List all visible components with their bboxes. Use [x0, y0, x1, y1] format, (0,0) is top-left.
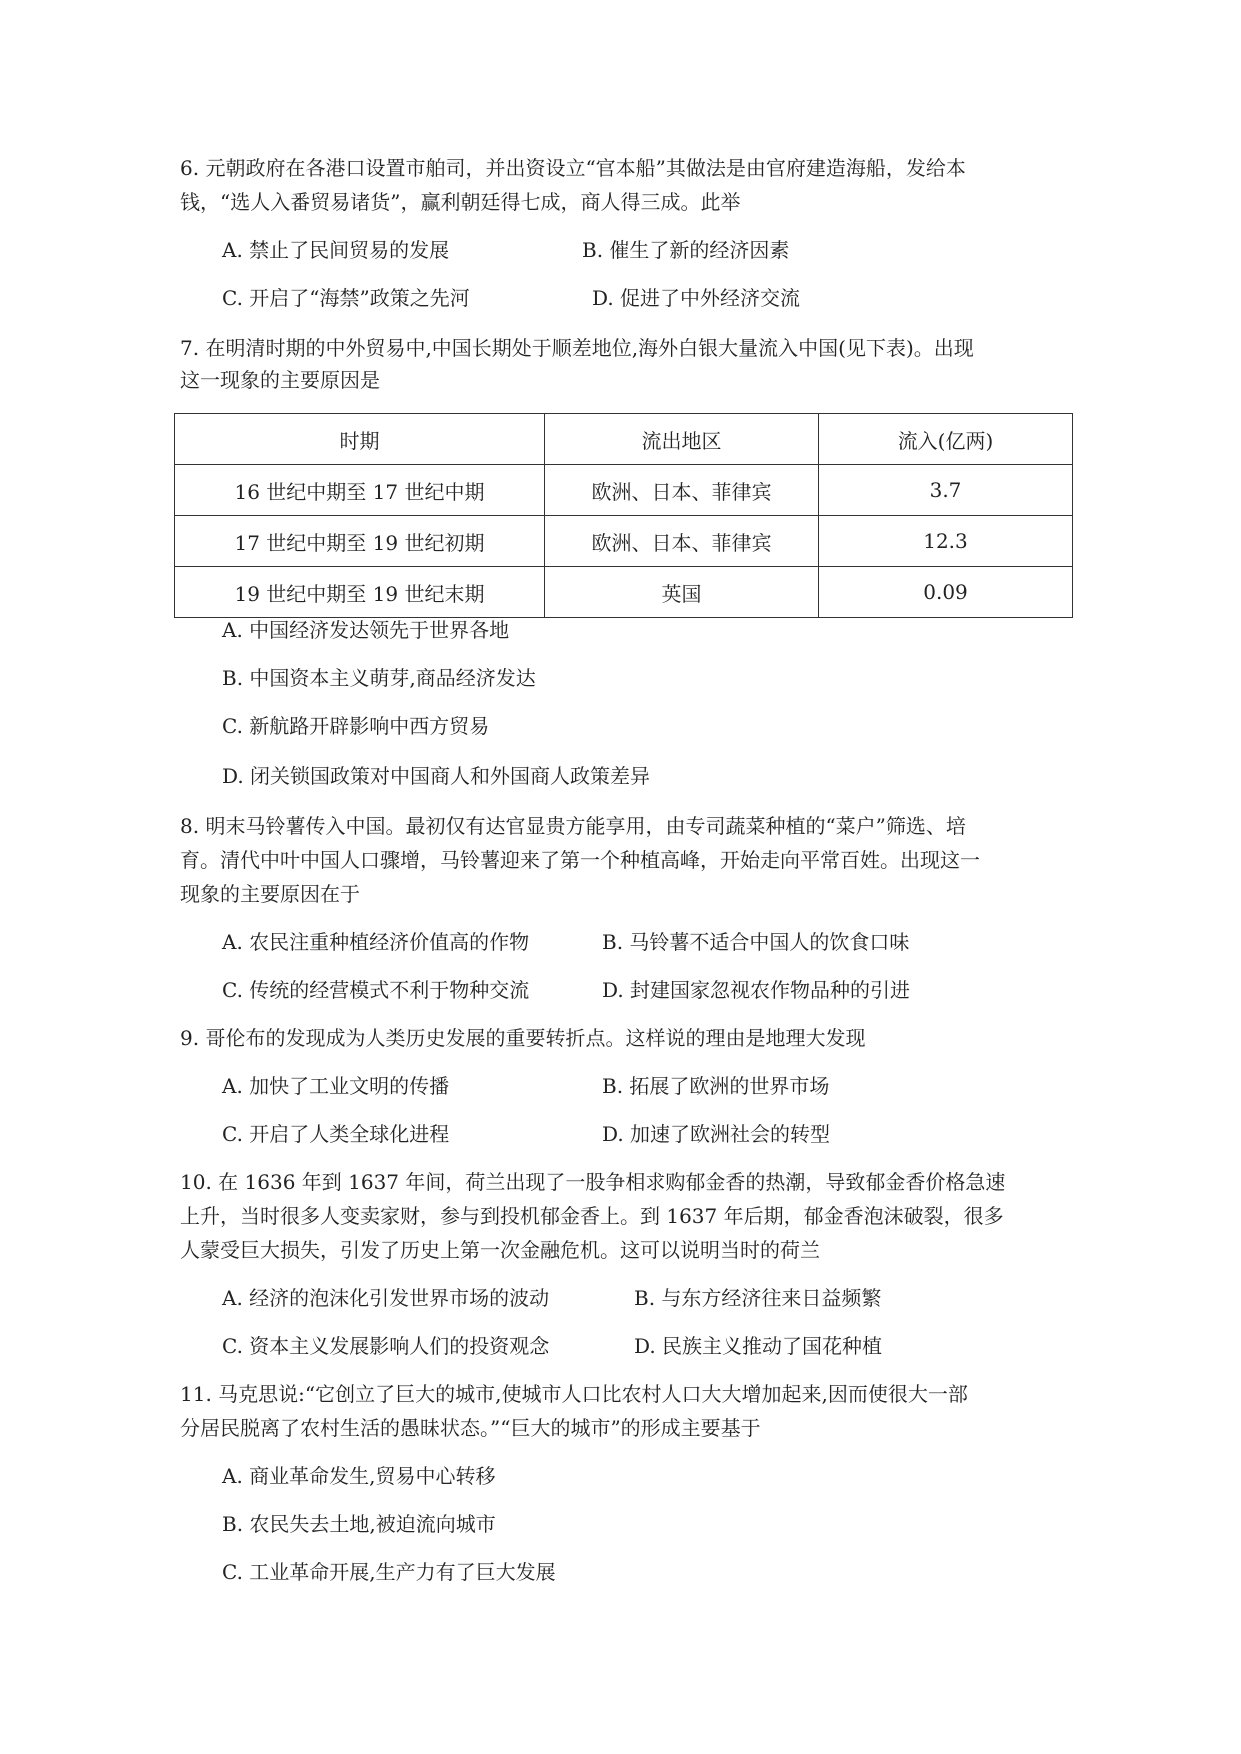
table-row [175, 465, 1073, 516]
table-header-cell: 流出地区 [545, 414, 819, 465]
q10-stem-line-2: 上升，当时很多人变卖家财，参与到投机郁金香上。到 1637 年后期，郁金香泡沫破裂，很多 [180, 1204, 1004, 1228]
q11-option-b: B. 农民失去土地,被迫流向城市 [222, 1512, 496, 1536]
q10-option-b: B. 与东方经济往来日益频繁 [634, 1286, 882, 1310]
table-row [175, 567, 1073, 618]
q11-stem-line-2: 分居民脱离了农村生活的愚昧状态。”“巨大的城市”的形成主要基于 [180, 1416, 761, 1440]
q11-option-c: C. 工业革命开展,生产力有了巨大发展 [222, 1560, 556, 1584]
table-cell: 12.3 [819, 516, 1073, 567]
q8-option-b: B. 马铃薯不适合中国人的饮食口味 [602, 930, 910, 954]
q10-option-c: C. 资本主义发展影响人们的投资观念 [222, 1334, 550, 1358]
q8-stem-line-1: 8. 明末马铃薯传入中国。最初仅有达官显贵方能享用，由专司蔬菜种植的“菜户”筛选、培 [180, 814, 966, 838]
table-cell: 欧洲、日本、菲律宾 [545, 516, 819, 567]
q7-option-c: C. 新航路开辟影响中西方贸易 [222, 714, 490, 738]
q7-option-d: D. 闭关锁国政策对中国商人和外国商人政策差异 [222, 764, 651, 788]
q8-option-d: D. 封建国家忽视农作物品种的引进 [602, 978, 911, 1002]
q8-option-a: A. 农民注重种植经济价值高的作物 [222, 930, 530, 954]
q10-stem-line-1: 10. 在 1636 年到 1637 年间，荷兰出现了一股争相求购郁金香的热潮，导致郁金香价格急速 [180, 1170, 1006, 1194]
q6-option-a: A. 禁止了民间贸易的发展 [222, 238, 450, 262]
table-cell: 17 世纪中期至 19 世纪初期 [175, 516, 545, 567]
q8-stem-line-2: 育。清代中叶中国人口骤增，马铃薯迎来了第一个种植高峰，开始走向平常百姓。出现这一 [180, 848, 980, 872]
table-cell: 16 世纪中期至 17 世纪中期 [175, 465, 545, 516]
q6-option-b: B. 催生了新的经济因素 [582, 238, 790, 262]
q9-option-c: C. 开启了人类全球化进程 [222, 1122, 450, 1146]
table-cell: 3.7 [819, 465, 1073, 516]
q9-option-d: D. 加速了欧洲社会的转型 [602, 1122, 831, 1146]
table-header-cell: 流入(亿两) [819, 414, 1073, 465]
q6-option-c: C. 开启了“海禁”政策之先河 [222, 286, 470, 310]
q10-option-d: D. 民族主义推动了国花种植 [634, 1334, 883, 1358]
q9-option-a: A. 加快了工业文明的传播 [222, 1074, 450, 1098]
q9-stem-line-1: 9. 哥伦布的发现成为人类历史发展的重要转折点。这样说的理由是地理大发现 [180, 1026, 866, 1050]
table-cell: 欧洲、日本、菲律宾 [545, 465, 819, 516]
q8-stem-line-3: 现象的主要原因在于 [180, 882, 360, 906]
table-row [175, 516, 1073, 567]
q7-option-a: A. 中国经济发达领先于世界各地 [222, 618, 510, 642]
q6-option-d: D. 促进了中外经济交流 [592, 286, 801, 310]
q7-stem-line-1: 7. 在明清时期的中外贸易中,中国长期处于顺差地位,海外白银大量流入中国(见下表)。出现 [180, 336, 974, 360]
table-cell: 19 世纪中期至 19 世纪末期 [175, 567, 545, 618]
q10-option-a: A. 经济的泡沫化引发世界市场的波动 [222, 1286, 550, 1310]
q6-stem-line-1: 6. 元朝政府在各港口设置市舶司，并出资设立“官本船”其做法是由官府建造海船，发给本 [180, 156, 966, 180]
q11-stem-line-1: 11. 马克思说:“它创立了巨大的城市,使城市人口比农村人口大大增加起来,因而使很大一部 [180, 1382, 968, 1406]
table-cell: 0.09 [819, 567, 1073, 618]
table-header-row [175, 414, 1073, 465]
q7-stem-line-2: 这一现象的主要原因是 [180, 368, 380, 392]
table-cell: 英国 [545, 567, 819, 618]
q7-option-b: B. 中国资本主义萌芽,商品经济发达 [222, 666, 536, 690]
table-header-cell: 时期 [175, 414, 545, 465]
q11-option-a: A. 商业革命发生,贸易中心转移 [222, 1464, 496, 1488]
q8-option-c: C. 传统的经营模式不利于物种交流 [222, 978, 530, 1002]
q6-stem-line-2: 钱，“选人入番贸易诸货”，赢利朝廷得七成，商人得三成。此举 [180, 190, 741, 214]
silver-inflow-table [174, 413, 1073, 618]
q10-stem-line-3: 人蒙受巨大损失，引发了历史上第一次金融危机。这可以说明当时的荷兰 [180, 1238, 820, 1262]
q9-option-b: B. 拓展了欧洲的世界市场 [602, 1074, 830, 1098]
